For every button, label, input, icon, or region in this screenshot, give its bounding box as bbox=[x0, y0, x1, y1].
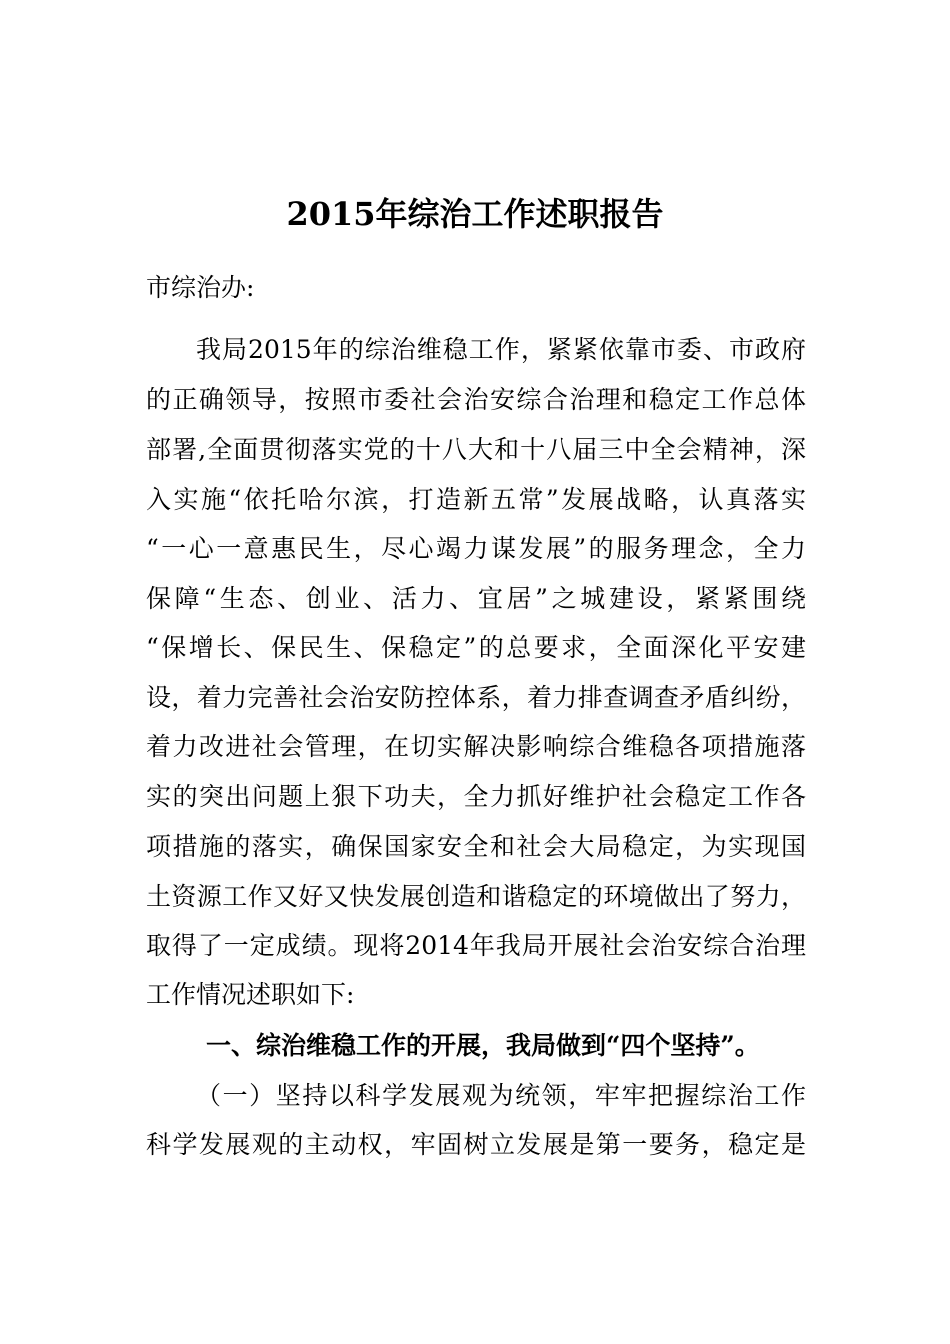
paragraph-line: （一）坚持以科学发展观为统领，牢牢把握综治工作 bbox=[196, 1081, 806, 1110]
section-heading: 一、综治维稳工作的开展，我局做到“四个坚持”。 bbox=[206, 1031, 760, 1060]
paragraph-line: 设，着力完善社会治安防控体系，着力排查调查矛盾纠纷， bbox=[146, 683, 806, 712]
salutation: 市综治办: bbox=[146, 273, 255, 302]
paragraph-line: 实的突出问题上狠下功夫，全力抓好维护社会稳定工作各 bbox=[146, 782, 806, 811]
paragraph-line: 我局2015年的综治维稳工作，紧紧依靠市委、市政府 bbox=[196, 335, 806, 364]
paragraph-line: 入实施“依托哈尔滨，打造新五常”发展战略，认真落实 bbox=[146, 485, 806, 514]
paragraph-line: 的正确领导，按照市委社会治安综合治理和稳定工作总体 bbox=[146, 385, 806, 414]
paragraph-line: 着力改进社会管理，在切实解决影响综合维稳各项措施落 bbox=[146, 732, 806, 761]
paragraph-line: 工作情况述职如下: bbox=[146, 980, 355, 1009]
paragraph-line: 保障“生态、创业、活力、宜居”之城建设，紧紧围绕 bbox=[146, 584, 806, 613]
paragraph-line: 土资源工作又好又快发展创造和谐稳定的环境做出了努力， bbox=[146, 882, 806, 911]
paragraph-line: “保增长、保民生、保稳定”的总要求，全面深化平安建 bbox=[146, 633, 806, 662]
paragraph-line: 部署,全面贯彻落实党的十八大和十八届三中全会精神，深 bbox=[146, 435, 806, 464]
paragraph-line: 科学发展观的主动权，牢固树立发展是第一要务，稳定是 bbox=[146, 1130, 806, 1159]
paragraph-line: 项措施的落实，确保国家安全和社会大局稳定，为实现国 bbox=[146, 832, 806, 861]
document-title: 2015年综治工作述职报告 bbox=[286, 195, 664, 233]
paragraph-line: “一心一意惠民生，尽心竭力谋发展”的服务理念，全力 bbox=[146, 534, 806, 563]
paragraph-line: 取得了一定成绩。现将2014年我局开展社会治安综合治理 bbox=[146, 931, 806, 960]
